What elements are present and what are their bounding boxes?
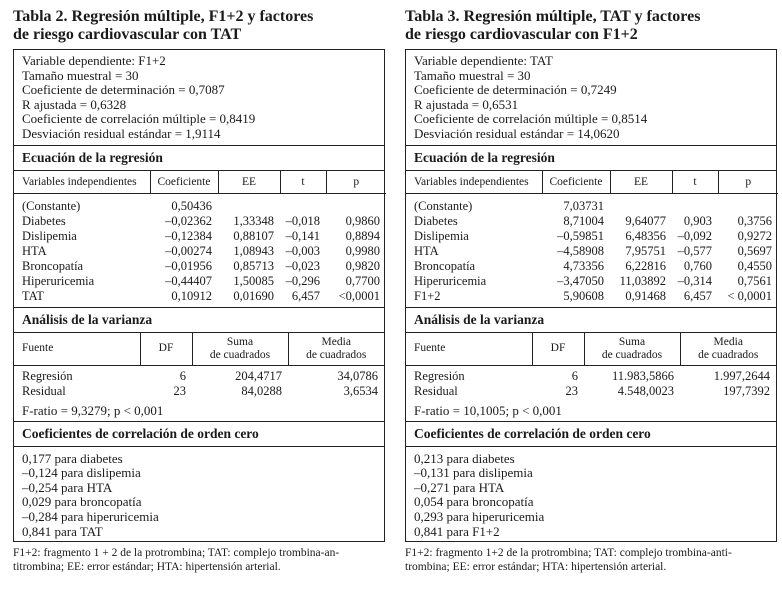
anova-cell: 204,4717 (235, 368, 282, 383)
anova-cell: 197,7392 (723, 383, 770, 398)
correlation-item: 0,293 para hiperuricemia (414, 508, 545, 524)
correlation-item: 0,177 para diabetes (22, 450, 123, 466)
anova-cell: 34,0786 (337, 368, 378, 383)
regression-row (14, 229, 386, 244)
model-info-line: Tamaño muestral = 30 (22, 67, 139, 83)
regression-cell: –0,092 (677, 228, 712, 243)
anova-cell: 84,0288 (241, 383, 282, 398)
regression-cell: 1,50085 (233, 273, 274, 288)
correlation-item: –0,131 para dislipemia (414, 465, 533, 481)
regression-cell: 1,08943 (233, 243, 274, 258)
regression-cell: 7,03731 (563, 198, 604, 213)
correlation-section (14, 421, 384, 542)
regression-cell: HTA (414, 243, 439, 258)
footnote-line: F1+2: fragmento 1 + 2 de la protrombina; TAT: complejo trombina-an- (13, 547, 340, 560)
f-ratio: F-ratio = 9,3279; p < 0,001 (22, 402, 164, 418)
regression-cell: HTA (22, 243, 47, 258)
model-info-line: Variable dependiente: F1+2 (22, 53, 166, 68)
regression-cell: 5,90608 (563, 288, 604, 303)
anova-column-header-line: de cuadrados (209, 348, 271, 361)
regression-cell: –0,018 (285, 213, 320, 228)
correlation-item: 0,029 para broncopatía (22, 494, 142, 510)
footnote-line: titrombina; EE: error estándar; HTA: hipertensión arterial. (13, 561, 281, 574)
anova-cell: Residual (22, 383, 66, 398)
anova-column-header-line: Suma (618, 335, 646, 348)
anova-cell: 1.997,2644 (713, 368, 770, 383)
correlation-item: –0,284 para hiperuricemia (22, 508, 159, 524)
anova-column-header-line: Media (321, 335, 351, 348)
model-info-line: Desviación residual estándar = 1,9114 (22, 125, 221, 141)
model-info-line: Coeficiente de determinación = 0,7087 (22, 82, 225, 98)
regression-cell: Broncopatía (22, 258, 84, 273)
anova-column-header (584, 333, 680, 366)
table-title-line: de riesgo cardiovascular con TAT (13, 26, 242, 43)
anova-table (406, 333, 776, 399)
regression-cell: 4,73356 (563, 258, 604, 273)
regression-column-header: Coeficiente (542, 171, 610, 194)
regression-cell: 9,64077 (625, 213, 666, 228)
regression-column-header: p (326, 171, 386, 194)
correlation-section (406, 421, 776, 542)
regression-cell: 0,8894 (345, 228, 380, 243)
regression-cell: <0,0001 (338, 288, 380, 303)
model-info-line: R ajustada = 0,6328 (22, 96, 127, 112)
model-info-line: Coeficiente de correlación múltiple = 0,8419 (22, 111, 256, 127)
anova-header-row (14, 333, 384, 366)
regression-section (406, 145, 776, 307)
regression-cell: –0,296 (285, 273, 320, 288)
regression-cell: –0,003 (285, 243, 320, 258)
model-info-line: Coeficiente de determinación = 0,7249 (414, 82, 617, 98)
regression-column-header: t (280, 171, 326, 194)
anova-column-header: Fuente (14, 333, 140, 366)
regression-cell: –0,44407 (165, 273, 212, 288)
regression-cell: 6,48356 (625, 228, 666, 243)
regression-header-row (14, 171, 386, 194)
regression-cell: 0,7700 (345, 273, 380, 288)
regression-section (14, 145, 384, 307)
regression-cell (610, 193, 672, 214)
anova-column-header-line: de cuadrados (601, 348, 663, 361)
correlation-item: 0,213 para diabetes (414, 450, 515, 466)
regression-row (406, 229, 778, 244)
anova-row (14, 384, 384, 399)
table-title (13, 8, 385, 44)
regression-cell: 0,50436 (171, 198, 212, 213)
table-box (405, 49, 777, 542)
regression-cell (280, 193, 326, 214)
regression-cell: 0,85713 (233, 258, 274, 273)
regression-cell: 0,01690 (233, 288, 274, 303)
regression-column-header: EE (610, 171, 672, 194)
anova-column-header (192, 333, 288, 366)
table-footnote (405, 546, 777, 574)
regression-cell: 0,88107 (233, 228, 274, 243)
regression-cell: 6,22816 (625, 258, 666, 273)
regression-cell: Broncopatía (414, 258, 476, 273)
table-3-panel (405, 0, 777, 574)
regression-row (406, 259, 778, 274)
anova-column-header-line: de cuadrados (306, 348, 367, 361)
anova-cell: 23 (173, 383, 186, 398)
anova-cell: 4.548,0023 (617, 383, 674, 398)
regression-row (406, 214, 778, 229)
regression-cell: –0,023 (285, 258, 320, 273)
anova-row (406, 384, 776, 399)
regression-column-header: Coeficiente (150, 171, 218, 194)
table-title-line: Tabla 3. Regresión múltiple, TAT y factores (405, 8, 701, 25)
anova-column-header: DF (140, 333, 192, 366)
regression-row (14, 214, 386, 229)
correlation-header: Coeficientes de correlación de orden cero (406, 422, 776, 447)
regression-row (14, 274, 386, 289)
model-info-section (14, 50, 384, 145)
regression-cell: TAT (22, 288, 44, 303)
correlation-item: –0,271 para HTA (414, 479, 505, 495)
f-ratio: F-ratio = 10,1005; p < 0,001 (414, 402, 562, 418)
regression-cell: 0,9820 (345, 258, 380, 273)
anova-column-header (288, 333, 384, 366)
regression-cell: Dislipemia (22, 228, 77, 243)
regression-row (14, 244, 386, 259)
anova-column-header-line: Media (713, 335, 743, 348)
anova-column-header-line: de cuadrados (698, 348, 759, 361)
regression-cell: –0,59851 (557, 228, 604, 243)
regression-cell: Diabetes (414, 213, 458, 228)
correlation-item: –0,254 para HTA (22, 479, 113, 495)
footnote-line: trombina; EE: error estándar; HTA: hipertensión arterial. (405, 561, 667, 574)
table-footnote (13, 546, 385, 574)
anova-cell: 23 (565, 383, 578, 398)
regression-row (406, 289, 778, 304)
regression-cell: (Constante) (22, 198, 81, 213)
correlation-list (406, 447, 776, 542)
table-2-panel (13, 0, 385, 574)
correlation-item: 0,841 para TAT (22, 523, 103, 539)
regression-cell: 8,71004 (563, 213, 604, 228)
model-info-line: Variable dependiente: TAT (414, 53, 553, 68)
regression-cell: 0,4550 (737, 258, 772, 273)
footnote-line: F1+2: fragmento 1+2 de la protrombina; TAT: complejo trombina-anti- (405, 547, 732, 560)
regression-row (406, 274, 778, 289)
regression-cell: Hiperuricemia (22, 273, 95, 288)
regression-cell: < 0,0001 (727, 288, 772, 303)
regression-cell (718, 193, 778, 214)
anova-header: Análisis de la varianza (406, 308, 776, 333)
model-info-line: R ajustada = 0,6531 (414, 96, 519, 112)
anova-column-header: Fuente (406, 333, 532, 366)
correlation-header: Coeficientes de correlación de orden cero (14, 422, 384, 447)
correlation-item: –0,124 para dislipemia (22, 465, 141, 481)
table-box (13, 49, 385, 542)
regression-cell: Dislipemia (414, 228, 469, 243)
regression-column-header: t (672, 171, 718, 194)
regression-cell: 11,03892 (619, 273, 666, 288)
regression-cell: 0,9980 (345, 243, 380, 258)
correlation-item: 0,054 para broncopatía (414, 494, 534, 510)
regression-column-header: p (718, 171, 778, 194)
regression-cell: 0,3756 (737, 213, 772, 228)
regression-cell: 1,33348 (233, 213, 274, 228)
regression-cell: –0,02362 (165, 213, 212, 228)
regression-row (406, 244, 778, 259)
anova-table (14, 333, 384, 399)
regression-column-header: EE (218, 171, 280, 194)
anova-section (406, 307, 776, 421)
regression-cell: 0,9860 (345, 213, 380, 228)
anova-row (406, 365, 776, 384)
regression-cell: 7,95751 (625, 243, 666, 258)
regression-table (14, 171, 386, 304)
regression-cell: 0,9272 (737, 228, 772, 243)
regression-column-header: Variables independientes (406, 171, 542, 194)
anova-header: Análisis de la varianza (14, 308, 384, 333)
model-info-section (406, 50, 776, 145)
regression-cell: 6,457 (683, 288, 712, 303)
correlation-item: 0,841 para F1+2 (414, 523, 500, 539)
regression-header-row (406, 171, 778, 194)
regression-cell: –0,00274 (165, 243, 212, 258)
regression-table (406, 171, 778, 304)
regression-cell: Diabetes (22, 213, 66, 228)
table-title-line: Tabla 2. Regresión múltiple, F1+2 y factores (13, 8, 314, 25)
anova-cell: Regresión (22, 368, 73, 383)
anova-cell: 6 (571, 368, 578, 383)
regression-row (406, 193, 778, 214)
anova-row (14, 365, 384, 384)
regression-header: Ecuación de la regresión (14, 146, 384, 171)
anova-section (14, 307, 384, 421)
regression-cell: –0,141 (285, 228, 320, 243)
regression-row (14, 289, 386, 304)
model-info-line: Tamaño muestral = 30 (414, 67, 531, 83)
regression-cell: 0,5697 (737, 243, 772, 258)
regression-cell (326, 193, 386, 214)
regression-cell: –4,58908 (557, 243, 604, 258)
regression-cell: 0,760 (683, 258, 712, 273)
correlation-list (14, 447, 384, 542)
anova-header-row (406, 333, 776, 366)
model-info-line: Desviación residual estándar = 14,0620 (414, 125, 620, 141)
regression-header: Ecuación de la regresión (406, 146, 776, 171)
model-info-line: Coeficiente de correlación múltiple = 0,8514 (414, 111, 648, 127)
regression-cell: 0,7561 (737, 273, 772, 288)
anova-cell: 3,6534 (343, 383, 378, 398)
regression-column-header: Variables independientes (14, 171, 150, 194)
regression-cell: –3,47050 (557, 273, 604, 288)
regression-cell: F1+2 (414, 288, 441, 303)
regression-cell: 6,457 (291, 288, 320, 303)
anova-cell: Regresión (414, 368, 465, 383)
regression-cell: (Constante) (414, 198, 473, 213)
regression-cell: –0,12384 (165, 228, 212, 243)
regression-cell: 0,10912 (171, 288, 212, 303)
regression-row (14, 259, 386, 274)
regression-cell: 0,903 (683, 213, 712, 228)
regression-cell: Hiperuricemia (414, 273, 487, 288)
anova-cell: Residual (414, 383, 458, 398)
regression-cell: –0,314 (677, 273, 712, 288)
regression-cell: 0,91468 (625, 288, 666, 303)
anova-column-header (680, 333, 776, 366)
regression-row (14, 193, 386, 214)
anova-column-header: DF (532, 333, 584, 366)
anova-column-header-line: Suma (226, 335, 254, 348)
anova-cell: 6 (179, 368, 186, 383)
regression-cell (672, 193, 718, 214)
regression-cell: –0,01956 (165, 258, 212, 273)
anova-cell: 11.983,5866 (611, 368, 674, 383)
table-title (405, 8, 777, 44)
regression-cell: –0,577 (677, 243, 712, 258)
regression-cell (218, 193, 280, 214)
table-title-line: de riesgo cardiovascular con F1+2 (405, 26, 638, 43)
